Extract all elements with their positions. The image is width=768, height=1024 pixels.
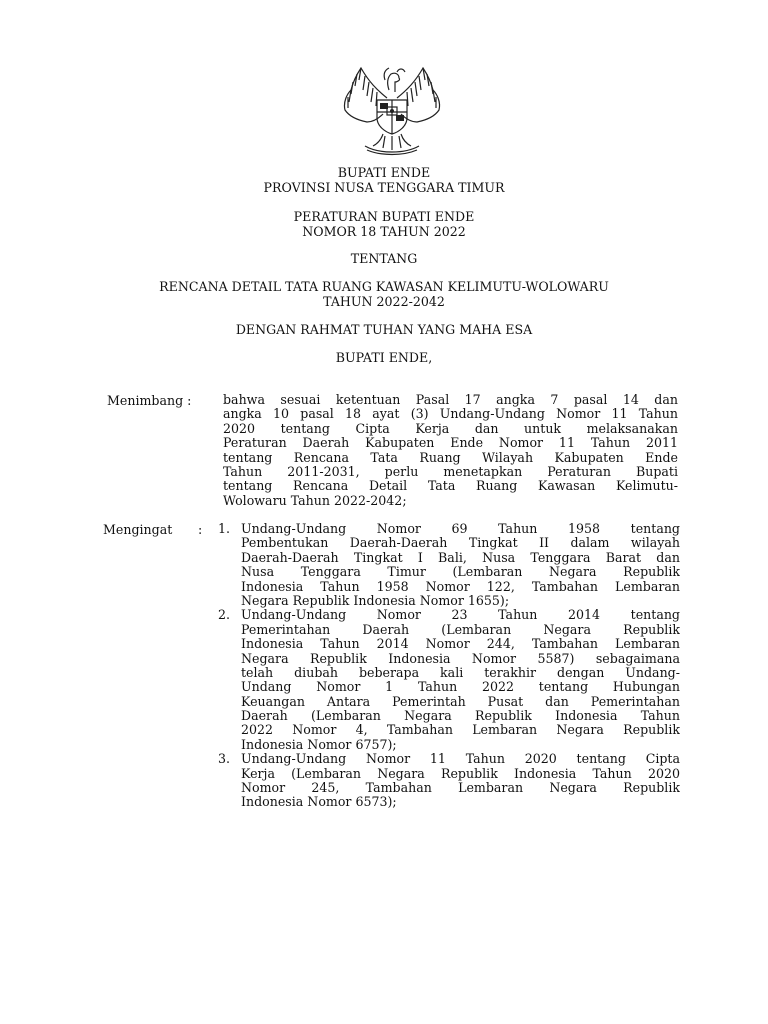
regulation-title	[0, 209, 768, 239]
list-item-line: Negara Republik Indonesia Nomor 1655);	[241, 592, 510, 608]
document-header	[0, 165, 768, 195]
header-line-1: BUPATI ENDE	[337, 165, 431, 180]
list-item-line: Undang Nomor 1 Tahun 2022 tentang Hubungan	[241, 680, 680, 695]
menimbang-line: tentang Rencana Detail Tata Ruang Kawasan Kelimutu-	[223, 479, 678, 494]
list-item-line: Kerja (Lembaran Negara Republik Indonesia Tahun 2020	[241, 766, 680, 781]
list-item-number: 3.	[218, 751, 231, 767]
menimbang-line: bahwa sesuai ketentuan Pasal 17 angka 7 pasal 14 dan	[223, 393, 678, 407]
header-line-2: PROVINSI NUSA TENGGARA TIMUR	[263, 180, 505, 195]
list-item	[218, 752, 680, 810]
regulation-title-line: PERATURAN BUPATI ENDE	[293, 209, 475, 224]
mengingat-label: Mengingat	[103, 522, 173, 537]
regulation-number: NOMOR 18 TAHUN 2022	[302, 224, 466, 239]
mengingat-list	[218, 522, 680, 810]
regulation-subject	[0, 279, 768, 309]
blessing-text: DENGAN RAHMAT TUHAN YANG MAHA ESA	[235, 322, 533, 337]
menimbang-line: angka 10 pasal 18 ayat (3) Undang-Undang Nomor 11 Tahun	[223, 407, 678, 422]
list-item-line: Indonesia Tahun 1958 Nomor 122, Tambahan Lembaran	[241, 579, 680, 594]
list-item-line: Negara Republik Indonesia Nomor 5587) sebagaimana	[241, 651, 680, 666]
tentang-heading	[0, 251, 768, 266]
list-item-line: Indonesia Tahun 2014 Nomor 244, Tambahan Lembaran	[241, 637, 680, 652]
list-item-line: Undang-Undang Nomor 11 Tahun 2020 tentang Cipta	[241, 752, 680, 767]
list-item-line: Pembentukan Daerah-Daerah Tingkat II dalam wilayah	[241, 536, 680, 551]
tentang-text: TENTANG	[350, 251, 418, 266]
subject-line-2: TAHUN 2022-2042	[323, 294, 445, 309]
list-item-line: Undang-Undang Nomor 23 Tahun 2014 tentang	[241, 608, 680, 623]
signer-text: BUPATI ENDE,	[335, 350, 433, 365]
menimbang-paragraph	[223, 393, 678, 508]
list-item-line: Indonesia Nomor 6573);	[241, 794, 397, 810]
menimbang-line: Peraturan Daerah Kabupaten Ende Nomor 11 Tahun 2011	[223, 436, 678, 451]
list-item-line: Keuangan Antara Pemerintah Pusat dan Pemerintahan	[241, 694, 680, 709]
menimbang-line: Wolowaru Tahun 2022-2042;	[223, 492, 407, 508]
list-item	[218, 608, 680, 752]
list-item-line: Undang-Undang Nomor 69 Tahun 1958 tentang	[241, 522, 680, 536]
menimbang-label: Menimbang :	[107, 393, 192, 408]
list-item-line: Pemerintahan Daerah (Lembaran Negara Republik	[241, 622, 680, 637]
subject-line-1: RENCANA DETAIL TATA RUANG KAWASAN KELIMUTU-WOLOWARU	[159, 279, 609, 294]
menimbang-line: 2020 tentang Cipta Kerja dan untuk melaksanakan	[223, 421, 678, 436]
list-item-number: 2.	[218, 607, 231, 623]
list-item	[218, 522, 680, 608]
garuda-pancasila-emblem-icon	[339, 60, 445, 156]
signer-heading	[0, 350, 768, 365]
list-item-line: Indonesia Nomor 6757);	[241, 736, 397, 752]
list-item-line: Nomor 245, Tambahan Lembaran Negara Republik	[241, 781, 680, 796]
list-item-line: Nusa Tenggara Timur (Lembaran Negara Republik	[241, 565, 680, 580]
mengingat-colon: :	[198, 522, 203, 537]
list-item-line: telah diubah beberapa kali terakhir dengan Undang-	[241, 665, 680, 680]
list-item-line: Daerah-Daerah Tingkat I Bali, Nusa Tenggara Barat dan	[241, 550, 680, 565]
list-item-number: 1.	[218, 521, 231, 536]
list-item-line: Daerah (Lembaran Negara Republik Indonesia Tahun	[241, 709, 680, 724]
list-item-line: 2022 Nomor 4, Tambahan Lembaran Negara Republik	[241, 723, 680, 738]
blessing-heading	[0, 322, 768, 337]
menimbang-line: tentang Rencana Tata Ruang Wilayah Kabupaten Ende	[223, 450, 678, 465]
menimbang-line: Tahun 2011-2031, perlu menetapkan Peraturan Bupati	[223, 464, 678, 479]
